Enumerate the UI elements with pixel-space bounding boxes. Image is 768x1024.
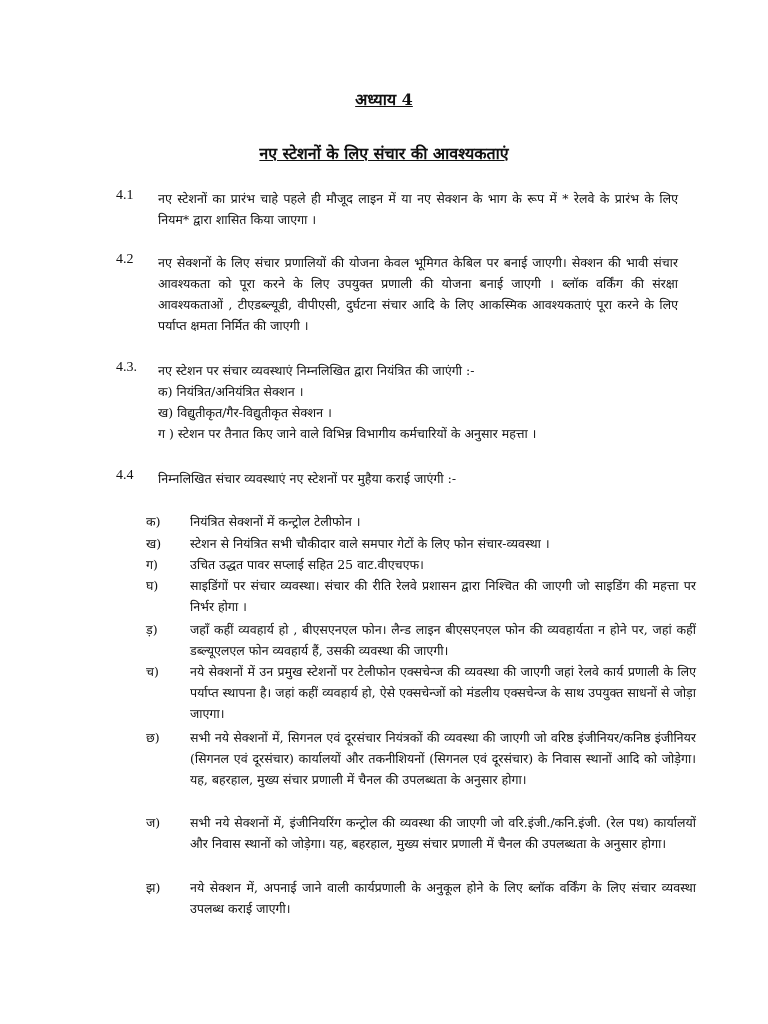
section-text: नए सेक्शनों के लिए संचार प्रणालियों की योजना केवल भूमिगत केबिल पर बनाई जाएगी। सेक्शन की भावी संचार आवश्यकता को पूरा करने के लिए उपयुक्त प्रणाली की योजना बनाई जाएगी । ब्लॉक वर्किंग की संरक्षा आवश्यकताओं , टीएडब्ल्यूडी, वीपीएसी, दुर्घटना संचार आदि के लिए आकस्मिक आवश्यकताएं पूरा करने के लिए पर्याप्त क्षमता निर्मित की जाएगी । [158, 255, 678, 333]
list-item: ख) विद्युतीकृत/गैर-विद्युतीकृत सेक्शन । [158, 405, 332, 420]
item-label: ज) [146, 815, 161, 830]
item-label: ग) [146, 557, 158, 572]
item-label: छ) [146, 730, 160, 745]
section-intro: नए स्टेशन पर संचार व्यवस्थाएं निम्नलिखित द्वारा नियंत्रित की जाएंगी :- [158, 363, 475, 378]
item-label: ख) [146, 536, 162, 551]
section-number: 4.4 [116, 468, 134, 483]
item-text: उचित उद्धत पावर सप्लाई सहित 25 वाट.वीएचएफ। [190, 557, 424, 572]
chapter-heading: अध्याय 4 [355, 90, 413, 109]
item-label: च) [146, 664, 159, 679]
item-text: सभी नये सेक्शनों में, सिगनल एवं दूरसंचार नियंत्रकों की व्यवस्था की जाएगी जो वरिष्ठ इंजीनियर/कनिष्ठ इंजीनियर (सिगनल एवं दूरसंचार) कार्यालयों और तकनीशियनों (सिगनल एवं दूरसंचार) के निवास स्थानों आदि को जोड़ेगा। यह, बहरहाल, मुख्य संचार प्रणाली में चैनल की उपलब्धता के अनुसार होगा। [190, 730, 696, 787]
item-text: स्टेशन से नियंत्रित सभी चौकीदार वाले समपार गेटों के लिए फोन संचार-व्यवस्था । [190, 536, 550, 551]
item-text: जहाँ कहीं व्यवहार्य हो , बीएसएनएल फोन। लैन्ड लाइन बीएसएनएल फोन की व्यवहार्यता न होने पर, जहां कहीं डब्ल्यूएलएल फोन व्यवहार्य हैं, उसकी व्यवस्था की जाएगी। [190, 622, 696, 658]
section-intro: निम्नलिखित संचार व्यवस्थाएं नए स्टेशनों पर मुहैया कराई जाएंगी :- [158, 471, 457, 486]
section-number: 4.3. [116, 360, 137, 375]
section-body [158, 360, 678, 444]
item-text: नये सेक्शन में, अपनाई जाने वाली कार्यप्रणाली के अनुकूल होने के लिए ब्लॉक वर्किंग के लिए संचार व्यवस्था उपलब्ध कराई जाएगी। [190, 880, 696, 916]
item-label: ड़) [146, 622, 158, 637]
item-label: झ) [146, 880, 161, 895]
item-text: साइडिंगों पर संचार व्यवस्था। संचार की रीति रेलवे प्रशासन द्वारा निश्चित की जाएगी जो साइडिंग की महत्ता पर निर्भर होगा । [190, 578, 696, 614]
item-text: नियंत्रित सेक्शनों में कन्ट्रोल टेलीफोन । [190, 514, 361, 529]
list-item: क) नियंत्रित/अनियंत्रित सेक्शन । [158, 384, 304, 399]
item-text: नये सेक्शनों में उन प्रमुख स्टेशनों पर टेलीफोन एक्सचेन्ज की व्यवस्था की जाएगी जहां रेलवे कार्य प्रणाली के लिए पर्याप्त स्थापना है। जहां कहीं व्यवहार्य हो, ऐसे एक्सचेन्जों को मंडलीय एक्सचेन्ज के साथ उपयुक्त साधनों से जोड़ा जाएगा। [190, 664, 696, 721]
section-text: नए स्टेशनों का प्रारंभ चाहे पहले ही मौजूद लाइन में या नए सेक्शन के भाग के रूप में * रेलवे के प्रारंभ के लिए नियम* द्वारा शासित किया जाएगा । [158, 191, 678, 227]
section-number: 4.2 [116, 252, 134, 267]
list-item: ग ) स्टेशन पर तैनात किए जाने वाले विभिन्न विभागीय कर्मचारियों के अनुसार महत्ता । [158, 426, 537, 441]
page-title: नए स्टेशनों के लिए संचार की आवश्यकताएं [259, 144, 509, 163]
item-label: क) [146, 514, 161, 529]
item-label: घ) [146, 578, 159, 593]
item-text: सभी नये सेक्शनों में, इंजीनियरिंग कन्ट्रोल की व्यवस्था की जाएगी जो वरि.इंजी./कनि.इंजी. (रेल पथ) कार्यालयों और निवास स्थानों को जोड़ेगा। यह, बहरहाल, मुख्य संचार प्रणाली में चैनल की उपलब्धता के अनुसार होगा। [190, 815, 696, 851]
section-number: 4.1 [116, 188, 134, 203]
